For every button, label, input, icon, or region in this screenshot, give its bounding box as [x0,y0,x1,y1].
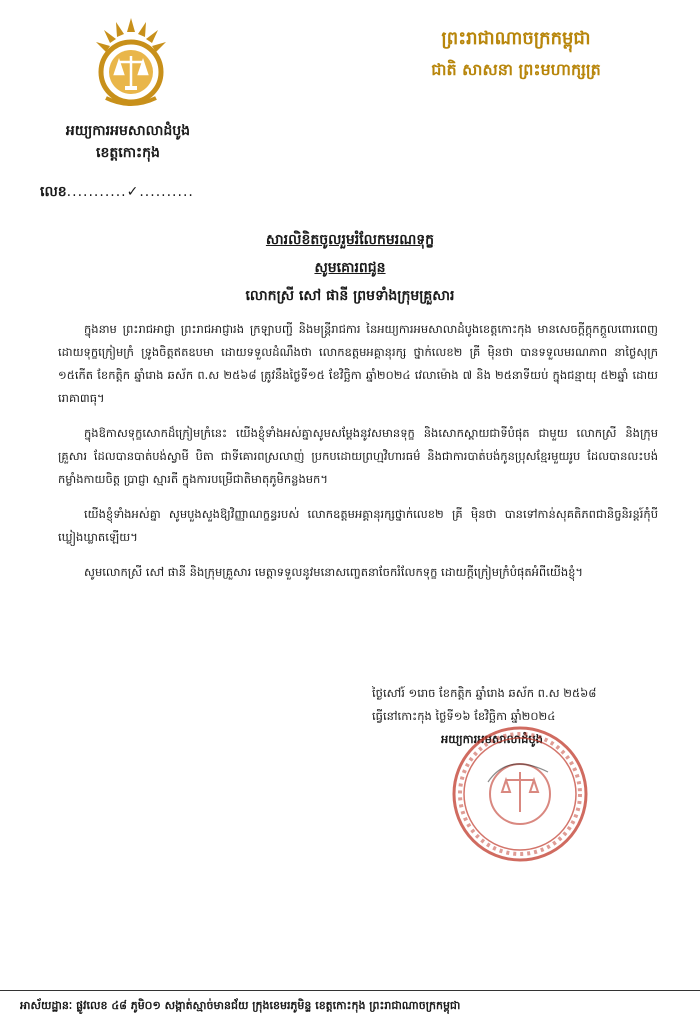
kingdom-line1: ព្រះរាជាណាចក្រកម្ពុជា [441,28,591,49]
ref-dots: ...........✓.......... [66,184,194,200]
org-name: អយ្យការអមសាលាដំបូង [65,123,191,139]
paragraph-4: សូមលោកស្រី សៅ ផានី និងក្រុមគ្រួសារ មេត្តាទទួលនូវមនោសញ្ចេតនាចែករំលែកទុក្ខ ដោយក្តីក្រៀមក្រំបំផុតអំពីយើងខ្ញុំ។ [84,565,583,579]
signing-office: អយ្យការអមសាលាដំបូង [441,732,543,746]
document-type: សារលិខិតចូលរួមរំលែកមរណទុក្ខ [265,232,435,248]
recipient: លោកស្រី សៅ ផានី ព្រមទាំងក្រុមគ្រួសារ [245,288,455,304]
footer-address: អាស័យដ្ឋានៈ ផ្លូវលេខ ៤៨ ភូមិ០១ សង្កាត់ស្មាច់មានជ័យ ក្រុងខេមរភូមិន្ទ ខេត្តកោះកុង ព្រះរាជាណាចក្រកម្ពុជា [20,999,461,1012]
paragraph-1: ក្នុងនាម ព្រះរាជអាជ្ញា ព្រះរាជអាជ្ញារង ក្រឡាបញ្ជី និងមន្រ្តីរាជការ នៃអយ្យការអមសាលាដំបូងខេត្តកោះកុង មានសេចក្តីក្តុកក្តួលពោរពេញដោយទុក្ខក្រៀមក្រំ ទ្រូងចិត្តឥតឧបមា ដោយទទួលដំណឹងថា លោកឧត្តមអគ្គានុរក្ស ថ្នាក់លេខ២ គ្រី ម៉ិនថា បានទទួលមរណភាព នាថ្ងៃសុក្រ ១៥កើត ខែកត្តិក ឆ្នាំរោង ឆស័ក ព.ស ២៥៦៨ ត្រូវនឹងថ្ងៃទី១៥ ខែវិច្ឆិកា ឆ្នាំ២០២៤ វេលាម៉ោង ៧ និង ២៥នាទីយប់ ក្នុងជន្មាយុ ៥២ឆ្នាំ ដោយរោគា៣ធុ។ [58,322,658,405]
salutation: សូមគោរពជូន [314,260,386,276]
province-name: ខេត្តកោះកុង [96,145,160,161]
paragraph-2: ក្នុងឱកាសទុក្ខសោកដ៏ក្រៀមក្រំនេះ យើងខ្ញុំទាំងអស់គ្នាសូមសម្តែងនូវសមានទុក្ខ និងសោកស្តាយជាទីបំផុត ជាមួយ លោកស្រី និងក្រុមគ្រួសារ ដែលបានបាត់បង់ស្វាមី បិតា ជាទីគោរពស្រលាញ់ ប្រកបដោយព្រហ្មវិហារធម៌ និងជាការបាត់បង់កូនប្រុសខ្មែរមួយរូប ដែលបានលះបង់កម្លាំងកាយចិត្ត ប្រាជ្ញា ស្មារតី ក្នុងការបម្រើជាតិមាតុភូមិកន្លងមក។ [58,426,658,486]
place-date: ធ្វើនៅកោះកុង ថ្ងៃទី១៦ ខែវិច្ឆិកា ឆ្នាំ២០២៤ [372,709,556,723]
ref-label: លេខ [40,184,67,200]
issuing-office [18,120,238,164]
letter-titles [0,226,700,310]
reference-number [40,182,194,203]
paragraph-3: យើងខ្ញុំទាំងអស់គ្នា សូមបួងសួងឱ្យវិញ្ញាណក្ខន្ធរបស់ លោកឧត្តមអគ្គានុរក្សថ្នាក់លេខ២ គ្រី ម៉ិនថា បានទៅកាន់សុគតិភពជានិច្ចនិរន្តរ៍កុំបីឃ្លៀងឃ្លាតឡើយ។ [58,507,658,544]
official-seal-icon [448,722,592,866]
letter-body [58,318,658,596]
kingdom-line2: ជាតិ សាសនា ព្រះមហាក្សត្រ [431,60,601,79]
lunar-date: ថ្ងៃសៅរ៍ ១រោច ខែកត្តិក ឆ្នាំរោង ឆស័ក ព.ស ២៥៦៨ [372,686,597,700]
kingdom-motto [366,26,666,82]
footer-divider [0,990,700,991]
justice-emblem-icon [86,10,176,120]
